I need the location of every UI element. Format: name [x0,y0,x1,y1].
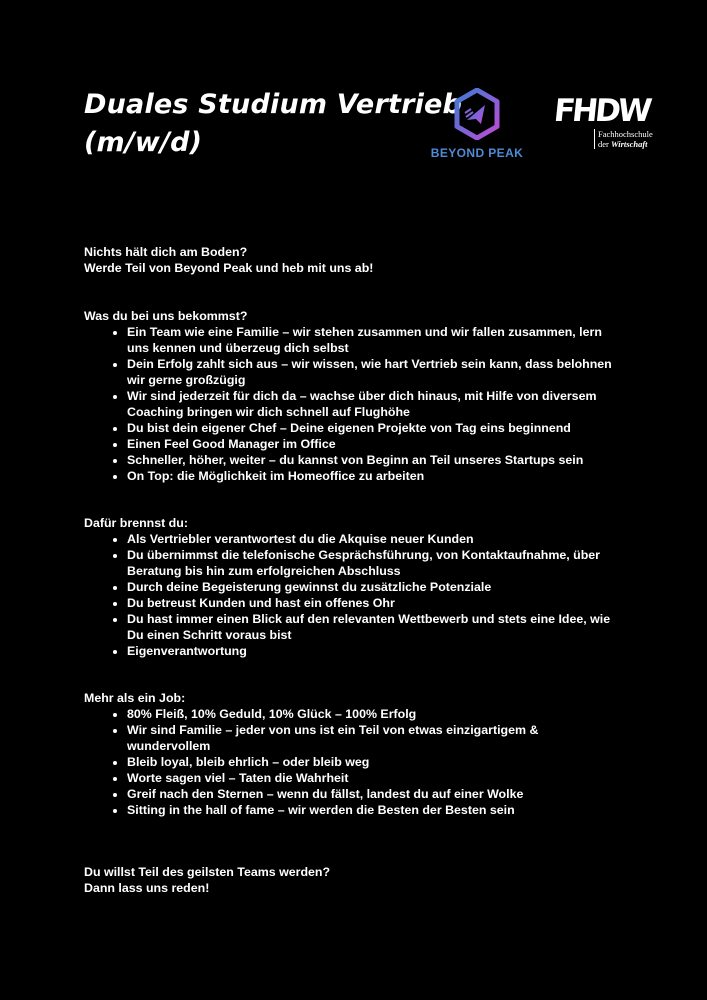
list-item: • Du hast immer einen Blick auf den relevanten Wettbewerb und stets eine Idee, wie Du einen Schritt voraus bist [127,611,624,643]
list-item: • Du bist dein eigener Chef – Deine eigenen Projekte von Tag eins beginnend [127,420,624,436]
benefits-section [84,308,624,484]
intro-line-2: Werde Teil von Beyond Peak und heb mit uns ab! [84,261,374,275]
list-item: • Als Vertriebler verantwortest du die Akquise neuer Kunden [127,531,624,547]
list-item: • Du übernimmst die telefonische Gesprächsführung, von Kontaktaufnahme, über Beratung bis hin zum erfolgreichen Abschluss [127,547,624,579]
list-item: • Einen Feel Good Manager im Office [127,436,624,452]
section-heading: Dafür brennst du: [84,516,188,530]
closing-line-2: Dann lass uns reden! [84,881,210,895]
fhdw-subtitle: Fachhochschule der Wirtschaft [594,129,666,149]
list-item: • Du betreust Kunden und hast ein offenes Ohr [127,595,624,611]
list-item: • Eigenverantwortung [127,643,624,659]
closing-line-1: Du willst Teil des geilsten Teams werden? [84,865,331,879]
list-item: • Wir sind jederzeit für dich da – wachse über dich hinaus, mit Hilfe von diversem Coaching bringen wir dich schnell auf Flughöhe [127,388,624,420]
job-description [84,244,624,896]
list-item: • Worte sagen viel – Taten die Wahrheit [127,770,624,786]
beyond-peak-wordmark: BEYOND PEAK [430,146,524,160]
list-item: • Ein Team wie eine Familie – wir stehen zusammen und wir fallen zusammen, lern uns kennen und überzeug dich selbst [127,324,624,356]
title-line-1: Duales Studium Vertrieb [84,89,463,120]
list-item: • Durch deine Begeisterung gewinnst du zusätzliche Potenziale [127,579,624,595]
list-item: • Greif nach den Sternen – wenn du fällst, landest du auf einer Wolke [127,786,624,802]
responsibilities-section [84,515,624,659]
list-item: • Bleib loyal, bleib ehrlich – oder bleib weg [127,754,624,770]
more-than-a-job-section [84,690,624,818]
list-item: • 80% Fleiß, 10% Geduld, 10% Glück – 100% Erfolg [127,706,624,722]
title-line-2: (m/w/d) [84,127,203,158]
page-title [84,86,462,162]
responsibilities-list [84,531,624,659]
section-heading: Was du bei uns bekommst? [84,309,248,323]
section-heading: Mehr als ein Job: [84,691,186,705]
list-item: • Dein Erfolg zahlt sich aus – wir wissen, wie hart Vertrieb sein kann, dass belohnen wir gerne großzügig [127,356,624,388]
fhdw-wordmark: FHDW [552,93,651,129]
beyond-peak-logo [430,88,524,160]
intro-line-1: Nichts hält dich am Boden? [84,245,248,259]
benefits-list [84,324,624,484]
fhdw-logo [554,95,666,149]
list-item: • On Top: die Möglichkeit im Homeoffice zu arbeiten [127,468,624,484]
list-item: • Wir sind Familie – jeder von uns ist ein Teil von etwas einzigartigem & wundervollem [127,722,624,754]
list-item: • Schneller, höher, weiter – du kannst von Beginn an Teil unseres Startups sein [127,452,624,468]
values-list [84,706,624,818]
beyond-peak-rocket-icon [454,88,500,140]
list-item: • Sitting in the hall of fame – wir werden die Besten der Besten sein [127,802,624,818]
